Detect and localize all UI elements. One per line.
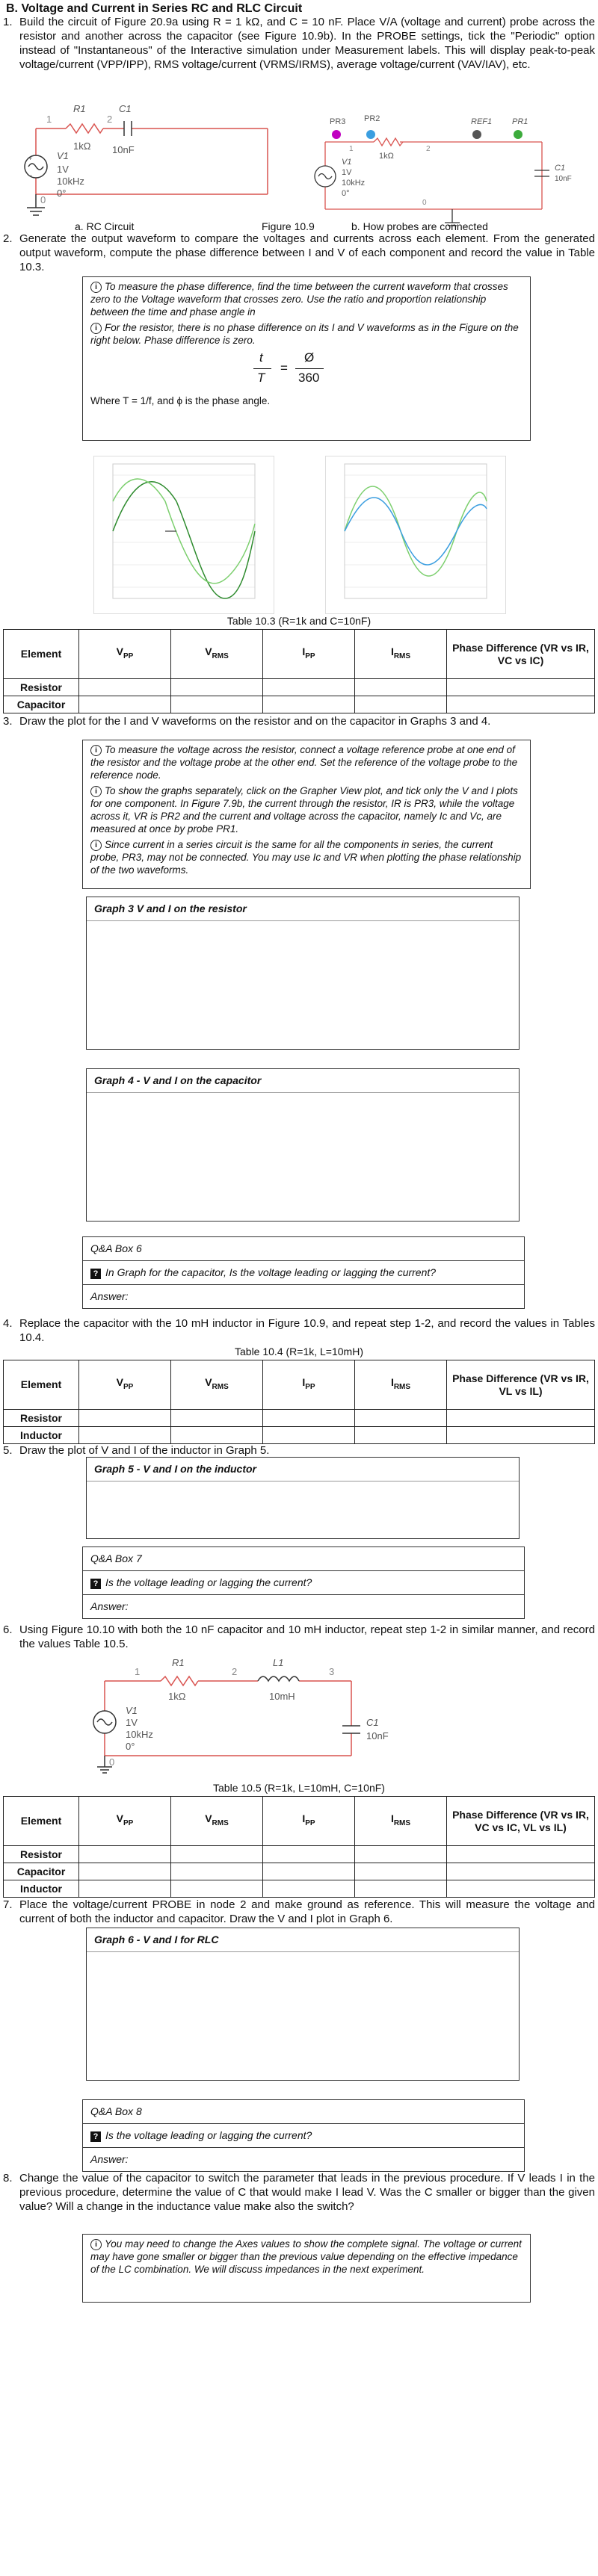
graph-3-box[interactable] xyxy=(86,897,520,1050)
probe-c-name: C1 xyxy=(555,164,566,173)
note2-p2: For the resistor, there is no phase difference on its I and V waveforms as in the Figure on the right below. Phase difference is zero. xyxy=(90,322,519,346)
th-element: Element xyxy=(4,1360,79,1410)
probe-ref1: REF1 xyxy=(471,117,493,126)
th-ipp: $I_{PP}$ xyxy=(263,630,355,679)
cell[interactable] xyxy=(171,1880,263,1898)
step-2-number: 2. xyxy=(3,232,13,245)
probe-v-name: V1 xyxy=(342,158,352,167)
rlc-r-val: 1kΩ xyxy=(168,1691,186,1702)
info-icon: i xyxy=(90,2239,102,2250)
rlc-node0: 0 xyxy=(109,1756,115,1768)
info-icon: i xyxy=(90,323,102,334)
rlc-node2: 2 xyxy=(232,1666,238,1677)
row-inductor: Inductor xyxy=(4,1880,79,1898)
note3-p2: To show the graphs separately, click on the Grapher View plot, and tick only the V and I plots for one component. In Figure 7.9b, the current through the resistor, IR is PR3, while the voltage across it, VR is PR2 and the current and voltage across the capacitor, namely Ic and Vc, are measured at once by probe PR1. xyxy=(90,785,518,835)
graph-4-title: Graph 4 - V and I on the capacitor xyxy=(87,1069,519,1093)
qa7-answer[interactable]: Answer: xyxy=(90,1600,129,1612)
table104-caption: Table 10.4 (R=1k, L=10mH) xyxy=(235,1346,363,1357)
svg-text:+: + xyxy=(28,155,33,162)
rc-v-amp: 1V xyxy=(57,164,69,175)
th-element: Element xyxy=(4,1797,79,1846)
cell[interactable] xyxy=(355,696,447,713)
th-phase: Phase Difference (VR vs IR, VL vs IL) xyxy=(447,1360,595,1410)
th-irms: $I_{RMS}$ xyxy=(355,630,447,679)
th-vrms: $V_{RMS}$ xyxy=(171,630,263,679)
rlc-node3: 3 xyxy=(329,1666,335,1677)
th-element: Element xyxy=(4,630,79,679)
cell[interactable] xyxy=(263,1863,355,1880)
probe-v-amp: 1V xyxy=(342,168,352,177)
rlc-node1: 1 xyxy=(135,1666,141,1677)
probe-circuit-diagram xyxy=(303,112,594,232)
qa8-answer[interactable]: Answer: xyxy=(90,2153,129,2165)
probe-node1: 1 xyxy=(349,145,354,153)
table-10-3 xyxy=(3,629,595,713)
rlc-l-val: 10mH xyxy=(269,1691,295,1702)
cell[interactable] xyxy=(79,1863,171,1880)
cell[interactable] xyxy=(263,1410,355,1427)
step-1-text: Build the circuit of Figure 20.9a using R = 1 kΩ, and C = 10 nF. Place V/A (voltage and current) probe across the resistor and another across the capacitor (see Figure 10.9b). In the PROBE settings, tick the "Periodic" option instead of "Instantaneous" of the Interactive simulation under Measurement labels. This will display peak-to-peak voltage/current (VPP/IPP), RMS voltage/current (VRMS/IRMS), average voltage/current (VAV/IAV), etc. xyxy=(19,16,595,71)
step-4-number: 4. xyxy=(3,1317,13,1330)
rc-v-name: V1 xyxy=(57,150,69,161)
note2-p1: To measure the phase difference, find the time between the current waveform that crosses zero to the Voltage waveform that crosses zero. Use the ratio and proportion relationship between the time and phase angle in xyxy=(90,281,508,318)
step-7-text: Place the voltage/current PROBE in node 2 and make ground as reference. This will measure the voltage and current of both the inductor and capacitor. Draw the V and I plot in Graph 6. xyxy=(19,1898,595,1925)
rlc-v-name: V1 xyxy=(126,1705,138,1716)
table105-caption: Table 10.5 (R=1k, L=10mH, C=10nF) xyxy=(213,1782,385,1794)
cell[interactable] xyxy=(79,696,171,713)
qa-box-6 xyxy=(82,1236,525,1309)
cell[interactable] xyxy=(447,1427,595,1444)
rc-r-name: R1 xyxy=(73,103,86,114)
info-icon: i xyxy=(90,282,102,293)
rlc-v-phase: 0° xyxy=(126,1741,135,1752)
graph-5-box[interactable] xyxy=(86,1457,520,1539)
rc-v-phase: 0° xyxy=(57,188,67,199)
step-5-number: 5. xyxy=(3,1444,13,1457)
th-phase: Phase Difference (VR vs IR, VC vs IC) xyxy=(447,630,595,679)
step-7-number: 7. xyxy=(3,1898,13,1911)
cell[interactable] xyxy=(447,679,595,696)
question-icon: ? xyxy=(90,2131,101,2142)
step-6-text: Using Figure 10.10 with both the 10 nF capacitor and 10 mH inductor, repeat step 1-2 in similar manner, and record the values Table 10.5. xyxy=(19,1623,595,1650)
row-capacitor: Capacitor xyxy=(4,1863,79,1880)
formula-t: t xyxy=(259,350,263,365)
cell[interactable] xyxy=(171,696,263,713)
graph-6-title: Graph 6 - V and I for RLC xyxy=(87,1928,519,1952)
note-phase-difference xyxy=(82,276,531,441)
cell[interactable] xyxy=(447,696,595,713)
row-resistor: Resistor xyxy=(4,1410,79,1427)
step-8-number: 8. xyxy=(3,2172,13,2185)
th-vpp: $V_{PP}$ xyxy=(79,1797,171,1846)
cell[interactable] xyxy=(355,1863,447,1880)
graph-5-title: Graph 5 - V and I on the inductor xyxy=(87,1458,519,1481)
rlc-c-val: 10nF xyxy=(366,1730,389,1741)
step-4-text: Replace the capacitor with the 10 mH inductor in Figure 10.9, and repeat step 1-2, and record the values in Tables 10.4. xyxy=(19,1317,595,1344)
th-vrms: $V_{RMS}$ xyxy=(171,1360,263,1410)
cell[interactable] xyxy=(263,696,355,713)
probe-pr3: PR3 xyxy=(330,117,346,126)
probe-r-val: 1kΩ xyxy=(379,152,394,161)
table103-caption: Table 10.3 (R=1k and C=10nF) xyxy=(226,615,372,627)
note8-text: You may need to change the Axes values to show the complete signal. The voltage or current may have gone smaller or bigger than the previous value depending on the effective impedance of the LC combination. We will discuss impedances in the next experiment. xyxy=(90,2238,522,2275)
qa-box-8 xyxy=(82,2099,525,2172)
qa8-question: Is the voltage leading or lagging the current? xyxy=(105,2129,312,2141)
waveform-capacitor-plot xyxy=(93,456,274,614)
th-vrms: $V_{RMS}$ xyxy=(171,1797,263,1846)
waveform-resistor-plot xyxy=(325,456,506,614)
th-phase: Phase Difference (VR vs IR, VC vs IC, VL vs IL) xyxy=(447,1797,595,1846)
question-icon: ? xyxy=(90,1269,101,1279)
table-10-4 xyxy=(3,1360,595,1444)
probe-node2: 2 xyxy=(426,145,431,153)
cell[interactable] xyxy=(447,1410,595,1427)
cell[interactable] xyxy=(263,679,355,696)
step-3-number: 3. xyxy=(3,715,13,728)
th-ipp: $I_{PP}$ xyxy=(263,1360,355,1410)
rc-v-freq: 10kHz xyxy=(57,176,84,187)
probe-pr2: PR2 xyxy=(364,114,380,123)
formula-T: T xyxy=(257,371,265,385)
qa6-answer[interactable]: Answer: xyxy=(90,1290,129,1302)
qa6-title: Q&A Box 6 xyxy=(83,1237,524,1261)
probe-c-val: 10nF xyxy=(555,175,572,183)
fig109-caption-b: b. How probes are connected xyxy=(351,220,488,232)
note2-where: Where T = 1/f, and ϕ is the phase angle. xyxy=(90,395,271,406)
cell[interactable] xyxy=(263,1880,355,1898)
cell[interactable] xyxy=(171,1863,263,1880)
rc-c-val: 10nF xyxy=(112,144,135,155)
rlc-v-freq: 10kHz xyxy=(126,1729,153,1740)
cell[interactable] xyxy=(263,1427,355,1444)
step-2-text: Generate the output waveform to compare the voltages and currents across each element. From the generated output waveform, compute the phase difference between I and V of each component and record the value in Table 10.3. xyxy=(19,232,595,273)
cell[interactable] xyxy=(171,1427,263,1444)
row-capacitor: Capacitor xyxy=(4,696,79,713)
rc-r-val: 1kΩ xyxy=(73,140,91,152)
cell[interactable] xyxy=(79,1846,171,1863)
rlc-l-name: L1 xyxy=(273,1657,284,1668)
note-axes xyxy=(82,2234,531,2303)
graph-4-box[interactable] xyxy=(86,1068,520,1222)
th-vpp: $V_{PP}$ xyxy=(79,630,171,679)
probe-pr1: PR1 xyxy=(512,117,528,126)
graph-3-title: Graph 3 V and I on the resistor xyxy=(87,897,519,921)
cell[interactable] xyxy=(171,1410,263,1427)
step-6-number: 6. xyxy=(3,1623,13,1636)
cell[interactable] xyxy=(171,1846,263,1863)
rc-node0: 0 xyxy=(40,194,46,205)
step-1-number: 1. xyxy=(3,16,13,28)
th-vpp: $V_{PP}$ xyxy=(79,1360,171,1410)
rlc-r-name: R1 xyxy=(172,1657,185,1668)
th-irms: $I_{RMS}$ xyxy=(355,1797,447,1846)
cell[interactable] xyxy=(355,1880,447,1898)
info-icon: i xyxy=(90,786,102,797)
rc-circuit-diagram xyxy=(13,90,298,228)
step-5-text: Draw the plot of V and I of the inductor in Graph 5. xyxy=(19,1444,270,1457)
note-graph-instructions xyxy=(82,740,531,889)
row-inductor: Inductor xyxy=(4,1427,79,1444)
cell[interactable] xyxy=(171,679,263,696)
qa7-title: Q&A Box 7 xyxy=(83,1547,524,1571)
table-10-5 xyxy=(3,1796,595,1898)
row-resistor: Resistor xyxy=(4,1846,79,1863)
cell[interactable] xyxy=(355,1846,447,1863)
note3-p3: Since current in a series circuit is the same for all the components in series, the current probe, PR3, may not be connected. You may use Ic and VR when plotting the phase relationship of the two waveforms. xyxy=(90,839,522,876)
cell[interactable] xyxy=(355,679,447,696)
info-icon: i xyxy=(90,840,102,851)
fig109-caption-a: a. RC Circuit xyxy=(75,220,135,232)
rlc-c-name: C1 xyxy=(366,1717,379,1728)
cell[interactable] xyxy=(79,679,171,696)
phase-formula xyxy=(90,350,523,394)
rc-node1: 1 xyxy=(46,114,52,125)
info-icon: i xyxy=(90,745,102,756)
cell[interactable] xyxy=(447,1880,595,1898)
note3-p1: To measure the voltage across the resistor, connect a voltage reference probe at one end of the resistor and the voltage probe at the other end. Set the reference of the voltage probe to the reference node. xyxy=(90,744,518,781)
formula-phi: Ø xyxy=(304,350,315,365)
probe-v-phase: 0° xyxy=(342,189,350,198)
step-3-text: Draw the plot for the I and V waveforms on the resistor and on the capacitor in Graphs 3 and 4. xyxy=(19,715,491,728)
cell[interactable] xyxy=(447,1863,595,1880)
th-ipp: $I_{PP}$ xyxy=(263,1797,355,1846)
step-8-text: Change the value of the capacitor to switch the parameter that leads in the previous procedure. If V leads I in the previous procedure, determine the value of C that would make I lead V. Was the C smaller or bigger than the given value? Will a change in the inductance value make also the switch? xyxy=(19,2172,595,2213)
formula-360: 360 xyxy=(298,371,320,385)
fig109-caption: Figure 10.9 xyxy=(262,220,315,232)
graph-6-box[interactable] xyxy=(86,1928,520,2081)
cell[interactable] xyxy=(79,1427,171,1444)
qa-box-7 xyxy=(82,1546,525,1619)
row-resistor: Resistor xyxy=(4,679,79,696)
cell[interactable] xyxy=(79,1410,171,1427)
qa8-title: Q&A Box 8 xyxy=(83,2100,524,2124)
question-icon: ? xyxy=(90,1579,101,1589)
section-title: B. Voltage and Current in Series RC and RLC Circuit xyxy=(6,2,303,15)
cell[interactable] xyxy=(263,1846,355,1863)
formula-eq: = xyxy=(280,361,288,375)
qa7-question: Is the voltage leading or lagging the current? xyxy=(105,1576,312,1588)
cell[interactable] xyxy=(447,1846,595,1863)
rc-c-name: C1 xyxy=(119,103,132,114)
rlc-circuit-diagram xyxy=(82,1651,396,1778)
svg-text:−: − xyxy=(28,172,33,179)
qa6-question: In Graph for the capacitor, Is the voltage leading or lagging the current? xyxy=(105,1266,437,1278)
rlc-v-amp: 1V xyxy=(126,1717,138,1728)
th-irms: $I_{RMS}$ xyxy=(355,1360,447,1410)
cell[interactable] xyxy=(355,1427,447,1444)
probe-v-freq: 10kHz xyxy=(342,179,366,188)
cell[interactable] xyxy=(355,1410,447,1427)
probe-node0: 0 xyxy=(422,199,427,207)
cell[interactable] xyxy=(79,1880,171,1898)
rc-node2: 2 xyxy=(107,114,113,125)
